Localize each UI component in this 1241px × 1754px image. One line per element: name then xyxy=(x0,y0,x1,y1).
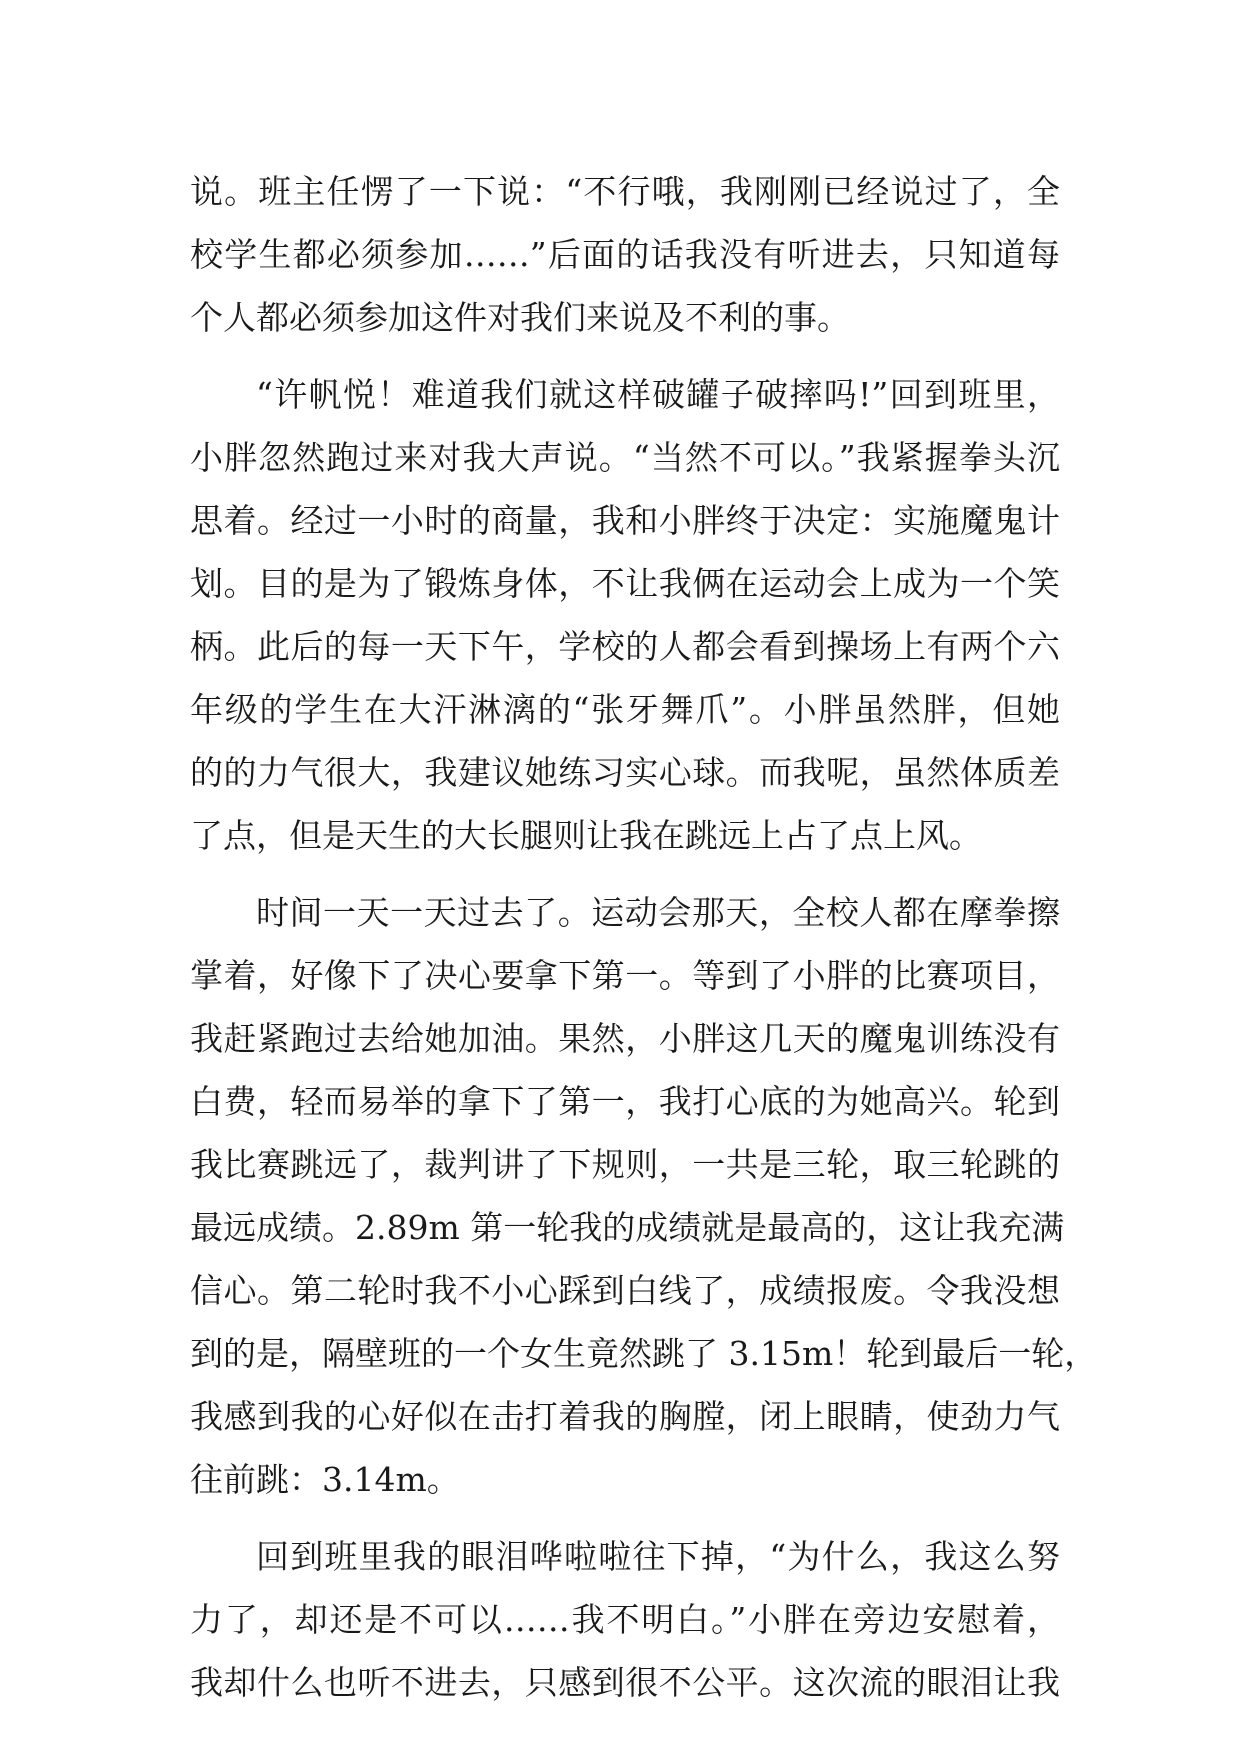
text-line: 的的力气很大，我建议她练习实心球。而我呢，虽然体质差 xyxy=(190,753,1060,792)
paragraph-3 xyxy=(190,881,1098,1511)
text-line: 我赶紧跑过去给她加油。果然，小胖这几天的魔鬼训练没有 xyxy=(190,1019,1060,1058)
text-line: 时间一天一天过去了。运动会那天，全校人都在摩拳擦 xyxy=(256,893,1060,932)
text-line: 我却什么也听不进去，只感到很不公平。这次流的眼泪让我 xyxy=(190,1663,1060,1702)
text-line: 往前跳：3.14m。 xyxy=(190,1460,460,1499)
text-line: 划。目的是为了锻炼身体，不让我俩在运动会上成为一个笑 xyxy=(190,564,1060,603)
text-line: 到的是，隔壁班的一个女生竟然跳了 3.15m！轮到最后一轮， xyxy=(190,1334,1098,1373)
text-line: 校学生都必须参加……”后面的话我没有听进去，只知道每 xyxy=(190,235,1060,274)
text-line: 我比赛跳远了，裁判讲了下规则，一共是三轮，取三轮跳的 xyxy=(190,1145,1060,1184)
text-line: 说。班主任愣了一下说：“不行哦，我刚刚已经说过了，全 xyxy=(190,172,1060,211)
text-line: 柄。此后的每一天下午，学校的人都会看到操场上有两个六 xyxy=(190,627,1060,666)
text-line: 力了，却还是不可以……我不明白。”小胖在旁边安慰着， xyxy=(190,1600,1060,1639)
paragraph-1 xyxy=(190,160,1060,349)
text-line: 信心。第二轮时我不小心踩到白线了，成绩报废。令我没想 xyxy=(190,1271,1060,1310)
text-line: “许帆悦！难道我们就这样破罐子破摔吗!”回到班里， xyxy=(256,375,1060,414)
text-line: 我感到我的心好似在击打着我的胸膛，闭上眼睛，使劲力气 xyxy=(190,1397,1060,1436)
text-line: 了点，但是天生的大长腿则让我在跳远上占了点上风。 xyxy=(190,816,982,855)
text-line: 掌着，好像下了决心要拿下第一。等到了小胖的比赛项目， xyxy=(190,956,1060,995)
body-text xyxy=(190,160,1098,1714)
paragraph-4 xyxy=(190,1525,1060,1714)
text-line: 最远成绩。2.89m 第一轮我的成绩就是最高的，这让我充满 xyxy=(190,1208,1065,1247)
text-line: 回到班里我的眼泪哗啦啦往下掉，“为什么，我这么努 xyxy=(256,1537,1060,1576)
paragraph-2 xyxy=(190,363,1060,867)
text-line: 个人都必须参加这件对我们来说及不利的事。 xyxy=(190,298,850,337)
text-line: 年级的学生在大汗淋漓的“张牙舞爪”。小胖虽然胖，但她 xyxy=(190,690,1060,729)
text-line: 小胖忽然跑过来对我大声说。“当然不可以。”我紧握拳头沉 xyxy=(190,438,1060,477)
text-line: 思着。经过一小时的商量，我和小胖终于决定：实施魔鬼计 xyxy=(190,501,1060,540)
text-line: 白费，轻而易举的拿下了第一，我打心底的为她高兴。轮到 xyxy=(190,1082,1060,1121)
